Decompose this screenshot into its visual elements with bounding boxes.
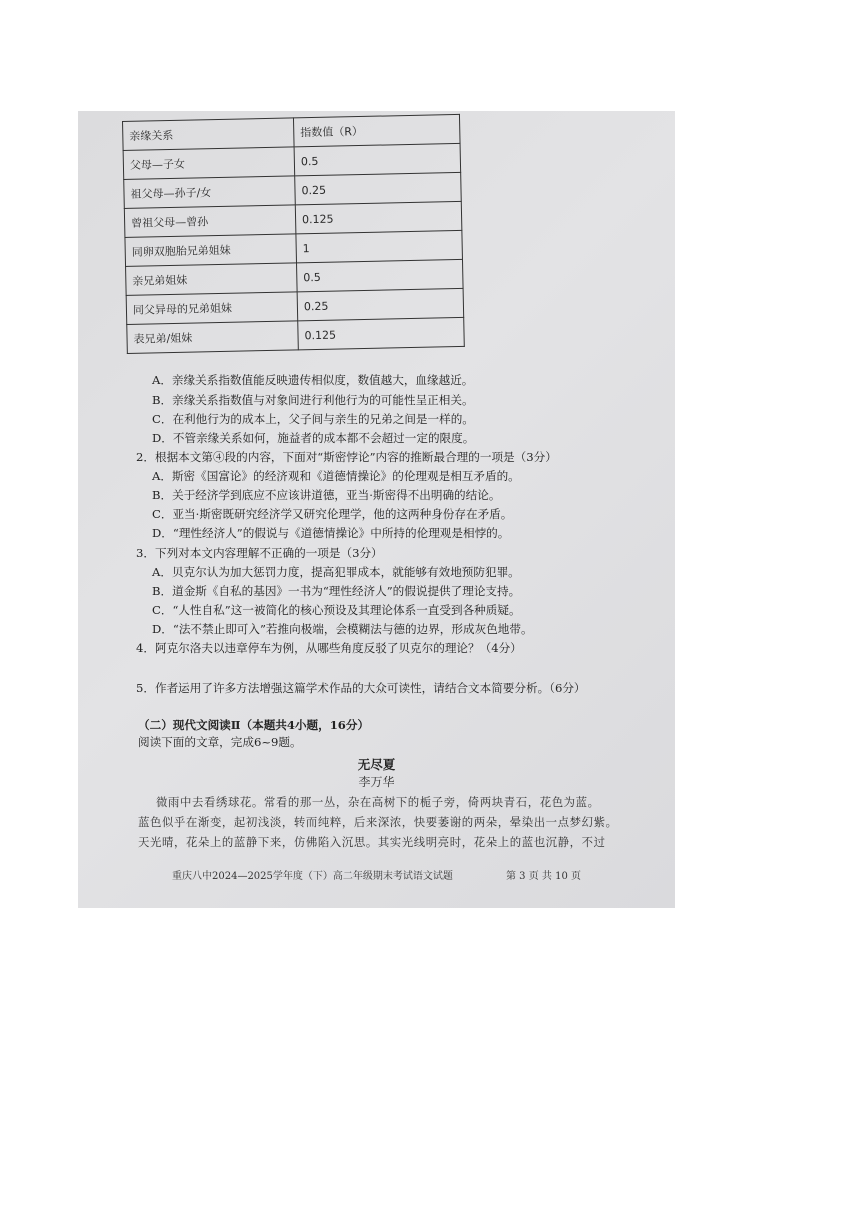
table-row: [127, 317, 465, 353]
q4-question: 4．阿克尔洛夫以违章停车为例，从哪些角度反驳了贝克尔的理论？（4分）: [136, 641, 522, 655]
article-paragraph-line: 蓝色似乎在渐变，起初浅淡，转而纯粹，后来深浓，快要萎谢的两朵，晕染出一点梦幻紫。: [138, 815, 618, 829]
table-cell-relation: 表兄弟/姐妹: [127, 321, 299, 354]
q2-option-a: A．斯密《国富论》的经济观和《道德情操论》的伦理观是相互矛盾的。: [152, 469, 520, 483]
table-cell-value: 0.125: [295, 201, 462, 233]
footer-exam-title: 重庆八中2024—2025学年度（下）高二年级期末考试语文试题: [172, 871, 453, 882]
kinship-index-table: [122, 114, 465, 354]
section-instruction: 阅读下面的文章，完成6~9题。: [138, 735, 302, 749]
table-cell-relation: 同卵双胞胎兄弟姐妹: [125, 234, 297, 267]
article-author: 李万华: [358, 775, 395, 789]
q1-option-c: C．在利他行为的成本上，父子间与亲生的兄弟之间是一样的。: [152, 412, 474, 426]
q1-option-b: B．亲缘关系指数值与对象间进行利他行为的可能性呈正相关。: [152, 393, 474, 407]
table-cell-value: 0.5: [294, 143, 461, 175]
article-title: 无尽夏: [357, 757, 396, 772]
table-cell-value: 0.5: [297, 259, 464, 291]
kinship-table-wrapper: [122, 114, 465, 354]
table-header-cell: 指数值（R）: [293, 114, 460, 146]
q3-stem: 3．下列对本文内容理解不正确的一项是（3分）: [136, 546, 383, 560]
q2-option-d: D．“理性经济人”的假说与《道德情操论》中所持的伦理观是相悖的。: [152, 526, 510, 540]
q5-question: 5．作者运用了许多方法增强这篇学术作品的大众可读性，请结合文本简要分析。（6分）: [136, 681, 586, 695]
table-cell-relation: 亲兄弟姐妹: [126, 263, 298, 296]
table-cell-value: 0.25: [297, 288, 464, 320]
section-heading: （二）现代文阅读Ⅱ（本题共4小题，16分）: [138, 718, 370, 732]
exam-page-photo: [78, 111, 675, 908]
table-cell-relation: 祖父母—孙子/女: [124, 176, 296, 209]
q1-option-d: D．不管亲缘关系如何，施益者的成本都不会超过一定的限度。: [152, 431, 475, 445]
table-cell-value: 1: [296, 230, 463, 262]
q3-option-c: C．“人性自私”这一被简化的核心预设及其理论体系一直受到各种质疑。: [152, 603, 521, 617]
article-paragraph-line: 微雨中去看绣球花。常看的那一丛，杂在高树下的栀子旁，倚两块青石，花色为蓝。: [156, 795, 600, 809]
q2-option-c: C．亚当·斯密既研究经济学又研究伦理学，他的这两种身份存在矛盾。: [152, 507, 513, 521]
footer-page-number: 第 3 页 共 10 页: [506, 871, 581, 882]
q3-option-a: A．贝克尔认为加大惩罚力度，提高犯罪成本，就能够有效地预防犯罪。: [152, 565, 520, 579]
table-cell-relation: 父母—子女: [123, 147, 295, 180]
table-cell-relation: 同父异母的兄弟姐妹: [126, 292, 298, 325]
article-paragraph-line: 天光晴，花朵上的蓝静下来，仿佛陷入沉思。其实光线明亮时，花朵上的蓝也沉静，不过: [138, 835, 606, 849]
q2-stem: 2．根据本文第④段的内容，下面对“斯密悖论”内容的推断最合理的一项是（3分）: [136, 450, 557, 464]
table-cell-value: 0.125: [298, 317, 465, 349]
q3-option-d: D．“法不禁止即可入”若推向极端，会模糊法与德的边界，形成灰色地带。: [152, 622, 533, 636]
table-cell-relation: 曾祖父母—曾孙: [124, 205, 296, 238]
q3-option-b: B．道金斯《自私的基因》一书为“理性经济人”的假说提供了理论支持。: [152, 584, 521, 598]
table-cell-value: 0.25: [295, 172, 462, 204]
q1-option-a: A．亲缘关系指数值能反映遗传相似度，数值越大，血缘越近。: [152, 373, 474, 387]
table-header-cell: 亲缘关系: [123, 118, 295, 151]
q2-option-b: B．关于经济学到底应不应该讲道德，亚当·斯密得不出明确的结论。: [152, 488, 501, 502]
